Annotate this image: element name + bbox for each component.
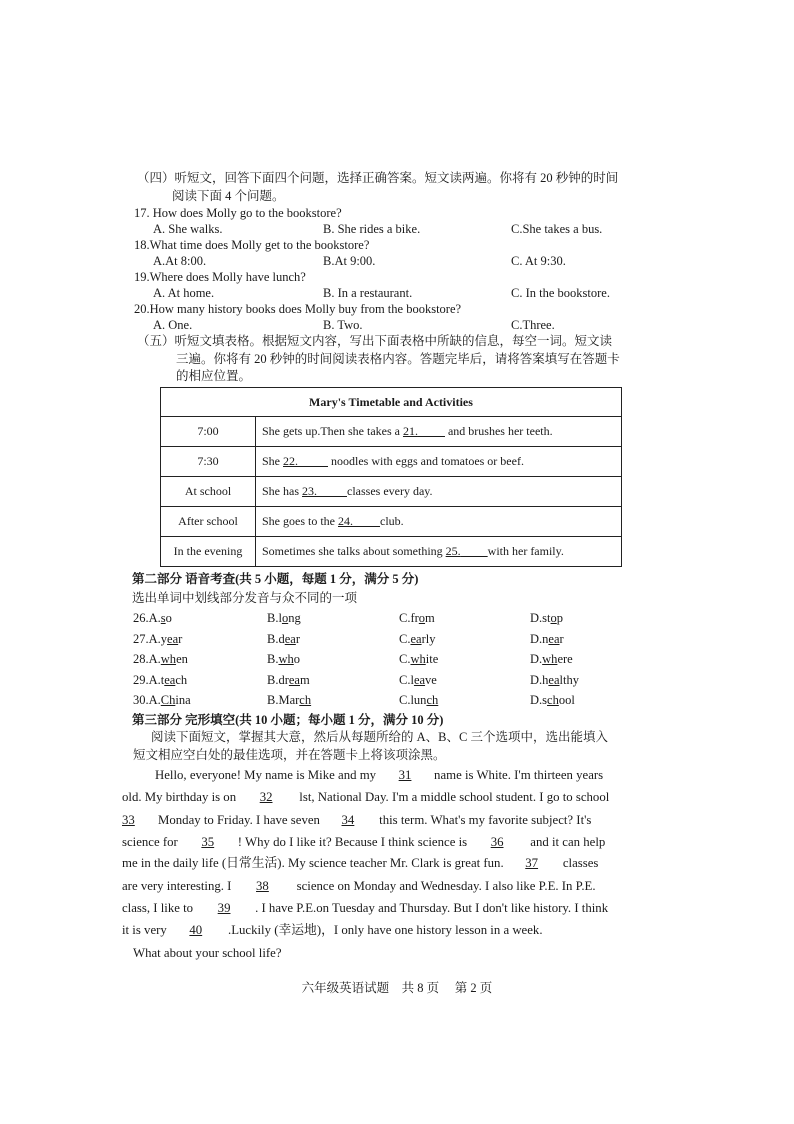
section4-instruction-1: （四）听短文，回答下面四个问题，选择正确答案。短文读两遍。你将有 20 秒钟的时间 bbox=[137, 171, 619, 185]
row-time: After school bbox=[161, 507, 256, 537]
activity-text: club. bbox=[380, 514, 404, 528]
row-activity bbox=[256, 507, 622, 537]
q20-option-a: A. One. bbox=[153, 318, 193, 332]
phonics-option bbox=[530, 651, 573, 667]
phonics-option bbox=[267, 651, 300, 667]
passage-text: Monday to Friday. I have seven bbox=[158, 813, 320, 827]
passage-text: old. My birthday is on bbox=[122, 790, 237, 804]
phonics-option bbox=[530, 631, 564, 647]
underlined-part: wh bbox=[410, 652, 426, 666]
row-time: 7:30 bbox=[161, 447, 256, 477]
passage-text: and it can help bbox=[527, 835, 606, 849]
phonics-option bbox=[530, 672, 579, 688]
underlined-part: ea bbox=[284, 631, 296, 646]
row-activity bbox=[256, 417, 622, 447]
q17-option-a: A. She walks. bbox=[153, 222, 223, 236]
word-part: o bbox=[165, 611, 172, 625]
passage-text: science on Monday and Wednesday. I also like P.E. In P.E. bbox=[293, 879, 596, 893]
passage-text: Hello, everyone! My name is Mike and my bbox=[155, 768, 377, 782]
word-part: D.st bbox=[530, 611, 551, 625]
word-part: A.t bbox=[148, 672, 165, 687]
word-part: C. bbox=[399, 652, 411, 666]
passage-text: me in the daily life (日常生活). My science teacher Mr. Clark is great fun. bbox=[122, 856, 504, 870]
item-number: 26. bbox=[133, 611, 149, 625]
q20-option-c: C.Three. bbox=[511, 318, 555, 332]
passage-line-7 bbox=[122, 900, 662, 916]
table-row bbox=[161, 447, 622, 477]
activity-text: and brushes her teeth. bbox=[444, 424, 553, 438]
word-part: ch bbox=[175, 672, 188, 687]
table-row bbox=[161, 417, 622, 447]
q19-option-c: C. In the bookstore. bbox=[511, 286, 610, 300]
word-part: r bbox=[559, 631, 564, 646]
word-part: ve bbox=[425, 672, 437, 687]
underlined-part: o bbox=[281, 611, 289, 625]
activity-text: Sometimes she talks about something bbox=[262, 544, 446, 558]
question-17: 17. How does Molly go to the bookstore? bbox=[134, 206, 342, 220]
blank-39: 39 bbox=[217, 901, 231, 915]
passage-line-3 bbox=[122, 812, 662, 828]
part2-title: 第二部分 语音考查(共 5 小题，每题 1 分，满分 5 分) bbox=[132, 572, 419, 586]
word-part: o bbox=[293, 652, 300, 666]
section4-instruction-2: 阅读下面 4 个问题。 bbox=[172, 189, 285, 203]
part3-instruction-2: 短文相应空白处的最佳选项，并在答题卡上将该项涂黑。 bbox=[133, 748, 446, 762]
item-number: 29. bbox=[133, 672, 149, 687]
blank-32: 32 bbox=[259, 790, 273, 804]
item-number: 27. bbox=[133, 631, 149, 646]
phonics-option bbox=[399, 692, 438, 708]
word-part: B. bbox=[267, 652, 279, 666]
phonics-option bbox=[267, 672, 310, 688]
passage-text: it is very bbox=[122, 923, 167, 937]
row-time: 7:00 bbox=[161, 417, 256, 447]
blank-21 bbox=[403, 424, 445, 438]
passage-line-2 bbox=[122, 789, 662, 805]
row-time: At school bbox=[161, 477, 256, 507]
word-part: C.lun bbox=[399, 693, 427, 707]
phonics-option bbox=[399, 672, 437, 688]
word-part: m bbox=[425, 611, 435, 625]
word-part: A.y bbox=[148, 631, 168, 646]
blank-number: 22. bbox=[283, 454, 298, 468]
blank-33: 33 bbox=[122, 813, 135, 827]
word-part: C. bbox=[399, 631, 411, 646]
phonics-option bbox=[267, 631, 300, 647]
item-number: 28. bbox=[133, 652, 149, 666]
underlined-part: ch bbox=[547, 693, 559, 707]
underlined-part: ea bbox=[167, 631, 179, 646]
underlined-part: ea bbox=[410, 631, 422, 646]
part3-instruction-1: 阅读下面短文，掌握其大意，然后从每题所给的 A、B、C 三个选项中，选出能填入 bbox=[151, 730, 608, 744]
question-20: 20.How many history books does Molly buy from the bookstore? bbox=[134, 302, 462, 316]
word-part: A. bbox=[148, 652, 161, 666]
passage-line-8 bbox=[122, 922, 662, 938]
word-part: ite bbox=[425, 652, 439, 666]
phonics-option bbox=[399, 651, 438, 667]
word-part: A. bbox=[148, 611, 161, 625]
phonics-option bbox=[133, 610, 172, 626]
word-part: m bbox=[299, 672, 310, 687]
phonics-option bbox=[267, 692, 311, 708]
word-part: en bbox=[176, 652, 188, 666]
word-part: p bbox=[556, 611, 563, 625]
word-part: rly bbox=[421, 631, 436, 646]
blank-number: 23. bbox=[302, 484, 317, 498]
word-part: ool bbox=[558, 693, 575, 707]
word-part: D.s bbox=[530, 693, 548, 707]
underlined-part: wh bbox=[278, 652, 294, 666]
word-part: B.d bbox=[267, 631, 285, 646]
word-part: ina bbox=[175, 693, 191, 707]
phonics-option bbox=[530, 610, 563, 626]
word-part: B.l bbox=[267, 611, 282, 625]
underlined-part: ea bbox=[548, 631, 560, 646]
section5-instruction-3: 的相应位置。 bbox=[176, 369, 252, 383]
row-activity bbox=[256, 447, 622, 477]
underlined-part: wh bbox=[160, 652, 177, 666]
activity-text: classes every day. bbox=[347, 484, 433, 498]
blank-40: 40 bbox=[189, 923, 203, 937]
underlined-part: o bbox=[418, 611, 426, 625]
word-part: C.l bbox=[399, 672, 414, 687]
q19-option-a: A. At home. bbox=[153, 286, 215, 300]
phonics-option bbox=[399, 631, 435, 647]
q17-option-c: C.She takes a bus. bbox=[511, 222, 603, 236]
underlined-part: ea bbox=[413, 672, 426, 687]
activity-text: She goes to the bbox=[262, 514, 338, 528]
word-part: B.dr bbox=[267, 672, 289, 687]
underlined-part: ch bbox=[426, 693, 439, 707]
q20-option-b: B. Two. bbox=[323, 318, 363, 332]
row-activity bbox=[256, 537, 622, 567]
phonics-option bbox=[133, 651, 188, 667]
passage-line-9: What about your school life? bbox=[133, 946, 282, 960]
passage-text: name is White. I'm thirteen years bbox=[434, 768, 604, 782]
phonics-option bbox=[530, 692, 575, 708]
underlined-part: s bbox=[160, 611, 166, 625]
table-row bbox=[161, 477, 622, 507]
section5-instruction-2: 三遍。你将有 20 秒钟的时间阅读表格内容。答题完毕后，请将答案填写在答题卡 bbox=[176, 352, 620, 366]
activity-text: She gets up.Then she takes a bbox=[262, 424, 403, 438]
word-part: D.n bbox=[530, 631, 549, 646]
word-part: D. bbox=[530, 652, 543, 666]
underlined-part: ea bbox=[164, 672, 176, 687]
underlined-part: wh bbox=[542, 652, 558, 666]
blank-31: 31 bbox=[398, 768, 412, 782]
q19-option-b: B. In a restaurant. bbox=[323, 286, 413, 300]
passage-text: science for bbox=[122, 835, 178, 849]
part2-instruction: 选出单词中划线部分发音与众不同的一项 bbox=[132, 591, 358, 605]
underlined-part: ea bbox=[548, 672, 560, 687]
blank-38: 38 bbox=[256, 879, 269, 893]
passage-text: class, I like to bbox=[122, 901, 194, 915]
q18-option-b: B.At 9:00. bbox=[323, 254, 376, 268]
blank-24 bbox=[338, 514, 380, 528]
underlined-part: ea bbox=[288, 672, 300, 687]
underlined-part: Ch bbox=[160, 693, 176, 707]
blank-22 bbox=[283, 454, 328, 468]
word-part: lthy bbox=[559, 672, 579, 687]
passage-text: lst, National Day. I'm a middle school student. I go to school bbox=[296, 790, 610, 804]
part3-title: 第三部分 完形填空(共 10 小题；每小题 1 分，满分 10 分) bbox=[132, 713, 444, 727]
timetable-title: Mary's Timetable and Activities bbox=[161, 388, 622, 417]
word-part: B.Mar bbox=[267, 693, 300, 707]
passage-line-6 bbox=[122, 878, 662, 894]
passage-text: . I have P.E.on Tuesday and Thursday. But I don't like history. I think bbox=[255, 901, 609, 915]
blank-number: 25. bbox=[445, 544, 461, 558]
activity-text: noodles with eggs and tomatoes or beef. bbox=[328, 454, 524, 468]
blank-number: 24. bbox=[338, 514, 353, 528]
word-part: C.fr bbox=[399, 611, 419, 625]
phonics-option bbox=[133, 631, 182, 647]
phonics-option bbox=[133, 692, 191, 708]
row-time: In the evening bbox=[161, 537, 256, 567]
underlined-part: ch bbox=[299, 693, 312, 707]
passage-text: .Luckily (幸运地)，I only have one history lesson in a week. bbox=[224, 923, 543, 937]
activity-text: She bbox=[262, 454, 283, 468]
passage-text: are very interesting. I bbox=[122, 879, 232, 893]
item-number: 30. bbox=[133, 693, 149, 707]
table-row bbox=[161, 537, 622, 567]
blank-25 bbox=[446, 544, 488, 558]
passage-line-5 bbox=[122, 855, 662, 871]
blank-number: 21. bbox=[402, 424, 418, 438]
timetable-header-row bbox=[161, 388, 622, 417]
activity-text: She has bbox=[262, 484, 302, 498]
word-part: A. bbox=[148, 693, 161, 707]
word-part: r bbox=[295, 631, 300, 646]
q18-option-a: A.At 8:00. bbox=[153, 254, 207, 268]
phonics-option bbox=[267, 610, 301, 626]
phonics-option bbox=[399, 610, 435, 626]
blank-35: 35 bbox=[201, 835, 215, 849]
blank-23 bbox=[302, 484, 347, 498]
page-footer: 六年级英语试题 共 8 页 第 2 页 bbox=[301, 981, 493, 995]
passage-text: this term. What's my favorite subject? It's bbox=[375, 813, 592, 827]
blank-34: 34 bbox=[341, 813, 355, 827]
question-18: 18.What time does Molly get to the bookstore? bbox=[134, 238, 370, 252]
table-row bbox=[161, 507, 622, 537]
timetable bbox=[160, 387, 622, 567]
passage-line-4 bbox=[122, 834, 662, 850]
section5-instruction-1: （五）听短文填表格。根据短文内容，写出下面表格中所缺的信息，每空一词。短文读 bbox=[137, 334, 613, 348]
blank-36: 36 bbox=[490, 835, 504, 849]
word-part: D.h bbox=[530, 672, 549, 687]
word-part: r bbox=[178, 631, 183, 646]
word-part: ng bbox=[288, 611, 301, 625]
blank-37: 37 bbox=[525, 856, 539, 870]
row-activity bbox=[256, 477, 622, 507]
activity-text: with her family. bbox=[487, 544, 564, 558]
passage-text: classes bbox=[559, 856, 599, 870]
q17-option-b: B. She rides a bike. bbox=[323, 222, 421, 236]
question-19: 19.Where does Molly have lunch? bbox=[134, 270, 306, 284]
underlined-part: o bbox=[550, 611, 557, 625]
word-part: ere bbox=[557, 652, 573, 666]
q18-option-c: C. At 9:30. bbox=[511, 254, 566, 268]
phonics-option bbox=[133, 672, 187, 688]
passage-text: ! Why do I like it? Because I think science is bbox=[237, 835, 468, 849]
passage-line-1 bbox=[155, 767, 695, 783]
